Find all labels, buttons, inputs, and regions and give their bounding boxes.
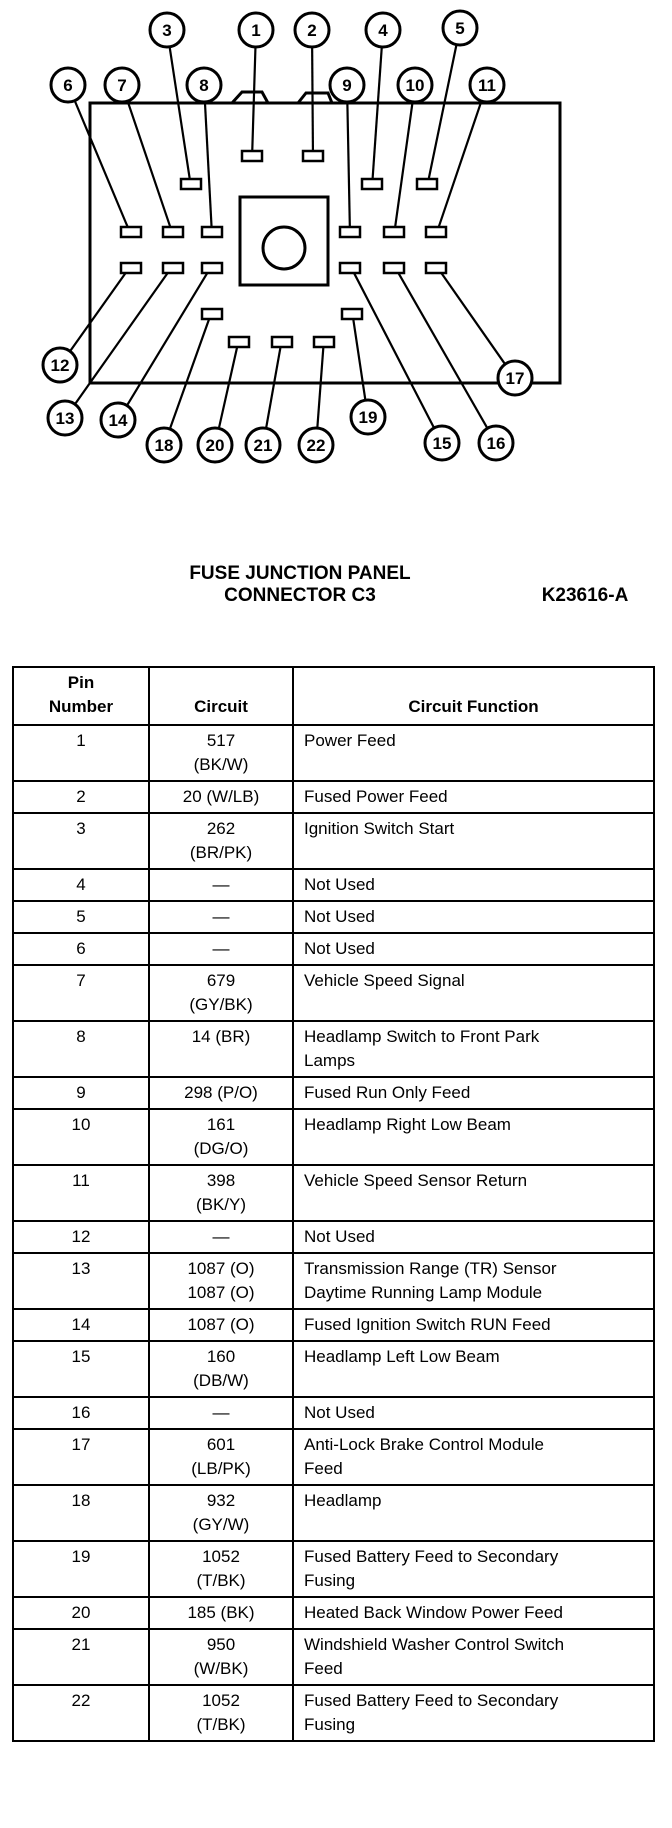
circuit-line: 20 (W/LB) [182,787,260,806]
terminal-slot-12 [121,263,141,273]
leader-line-11 [439,101,481,226]
table-row [13,1485,654,1541]
circuit-line: 14 (BR) [191,1027,251,1046]
circuit-line: 601 [206,1435,236,1454]
leader-line-22 [317,348,323,428]
circuit-line: (T/BK) [196,1571,246,1590]
diagram-title-line1: FUSE JUNCTION PANEL [189,563,411,584]
pin-callout-label-7: 7 [117,76,127,95]
circuit-cell [149,869,293,901]
circuit-line: 160 [206,1347,236,1366]
circuit-cell [149,901,293,933]
circuit-cell [149,1077,293,1109]
center-post-frame [240,197,328,285]
table-row [13,965,654,1021]
circuit-line: — [212,1403,230,1422]
pin-callout-label-8: 8 [199,76,209,95]
circuit-line: — [212,1227,230,1246]
pin-callout-label-1: 1 [251,21,261,40]
pin-callout-label-14: 14 [108,411,128,430]
leader-line-14 [127,273,207,405]
leader-line-4 [373,47,382,178]
figure-id: K23616-A [541,585,629,606]
terminal-slot-20 [229,337,249,347]
circuit-line: (LB/PK) [191,1459,251,1478]
center-post [263,227,305,269]
function-line: Vehicle Speed Signal [304,971,465,990]
circuit-cell [149,813,293,869]
pin-callout-label-16: 16 [486,434,506,453]
table-row [13,1629,654,1685]
circuit-line: 262 [206,819,236,838]
pin-callout-label-17: 17 [505,369,525,388]
table-row [13,1429,654,1485]
function-line: Feed [304,1659,343,1678]
function-line: Power Feed [304,731,396,750]
function-line: Not Used [304,875,375,894]
circuit-function-cell [293,1309,654,1341]
circuit-cell [149,1021,293,1077]
circuit-cell [149,933,293,965]
pin-number-cell: 21 [13,1629,149,1685]
terminal-slot-3 [181,179,201,189]
circuit-line: (BK/Y) [195,1195,247,1214]
pin-callout-label-21: 21 [253,436,273,455]
pin-number-cell: 15 [13,1341,149,1397]
function-line: Transmission Range (TR) Sensor [304,1259,557,1278]
terminal-slot-19 [342,309,362,319]
table-row [13,813,654,869]
leader-line-1 [252,47,255,150]
pin-callout-label-9: 9 [342,76,352,95]
circuit-line: (BK/W) [193,755,249,774]
leader-line-9 [347,102,349,226]
pin-number-cell: 17 [13,1429,149,1485]
leader-line-12 [70,273,126,351]
circuit-cell [149,1109,293,1165]
pin-number-cell: 13 [13,1253,149,1309]
function-line: Fused Ignition Switch RUN Feed [304,1315,551,1334]
table-row [13,1221,654,1253]
terminal-slot-14 [202,263,222,273]
table-header-row [13,667,654,725]
circuit-line: 298 (P/O) [184,1083,258,1102]
pin-number-cell: 7 [13,965,149,1021]
terminal-slot-21 [272,337,292,347]
circuit-line: 1052 [202,1547,240,1566]
terminal-slot-16 [384,263,404,273]
circuit-line: (T/BK) [196,1715,246,1734]
circuit-cell [149,1685,293,1741]
pin-number-cell: 14 [13,1309,149,1341]
terminal-slot-1 [242,151,262,161]
header-circuit-function: Circuit Function [293,667,654,725]
circuit-function-cell [293,1397,654,1429]
leader-line-17 [441,273,505,364]
circuit-cell [149,1165,293,1221]
circuit-line: 1087 (O) [187,1315,255,1334]
table-row [13,1597,654,1629]
circuit-function-cell [293,933,654,965]
circuit-line: 1052 [202,1691,240,1710]
circuit-function-cell [293,1685,654,1741]
circuit-cell [149,1597,293,1629]
circuit-cell [149,725,293,781]
circuit-line: 950 [206,1635,236,1654]
circuit-function-cell [293,1021,654,1077]
circuit-line: 398 [206,1171,236,1190]
pin-callout-label-12: 12 [50,356,70,375]
circuit-line: (W/BK) [193,1659,249,1678]
function-line: Lamps [304,1051,356,1070]
table-row [13,1165,654,1221]
leader-line-6 [75,101,128,227]
function-line: Not Used [304,1403,375,1422]
terminal-slot-15 [340,263,360,273]
function-line: Anti-Lock Brake Control Module [304,1435,545,1454]
leader-line-5 [429,45,457,178]
circuit-function-cell [293,1629,654,1685]
pin-table [12,666,655,1742]
circuit-function-cell [293,901,654,933]
leader-line-18 [170,320,209,429]
circuit-cell [149,1221,293,1253]
circuit-cell [149,1541,293,1597]
pin-callout-label-18: 18 [154,436,174,455]
pin-callout-label-5: 5 [455,19,465,38]
leader-line-2 [312,47,313,150]
leader-line-21 [266,348,280,428]
terminal-slot-5 [417,179,437,189]
circuit-line: 1087 (O) [187,1283,255,1302]
circuit-line: 517 [206,731,236,750]
function-line: Fusing [304,1715,356,1734]
function-line: Fused Run Only Feed [304,1083,471,1102]
circuit-function-cell [293,1341,654,1397]
function-line: Not Used [304,939,375,958]
table-row [13,725,654,781]
table-row [13,869,654,901]
circuit-function-cell [293,965,654,1021]
pin-number-cell: 4 [13,869,149,901]
table-row [13,1309,654,1341]
circuit-cell [149,1253,293,1309]
circuit-cell [149,965,293,1021]
connector-diagram [0,0,672,610]
pin-callout-label-4: 4 [378,21,388,40]
terminal-slot-2 [303,151,323,161]
pin-callout-label-2: 2 [307,21,317,40]
pin-callout-label-6: 6 [63,76,73,95]
function-line: Fused Power Feed [304,787,448,806]
leader-line-8 [205,102,212,226]
header-pin-number: Pin Number [13,667,149,725]
header-circuit: Circuit [149,667,293,725]
table-row [13,781,654,813]
circuit-function-cell [293,1541,654,1597]
pin-callout-label-20: 20 [205,436,225,455]
pin-number-cell: 16 [13,1397,149,1429]
pin-callout-label-10: 10 [405,76,425,95]
pin-number-cell: 5 [13,901,149,933]
leader-line-19 [353,320,365,400]
leader-line-10 [395,102,412,226]
circuit-cell [149,1341,293,1397]
circuit-cell [149,1485,293,1541]
circuit-function-cell [293,725,654,781]
pin-callout-label-15: 15 [432,434,452,453]
function-line: Ignition Switch Start [304,819,455,838]
table-row [13,933,654,965]
pin-number-cell: 1 [13,725,149,781]
leader-line-16 [399,273,488,428]
function-line: Daytime Running Lamp Module [304,1283,543,1302]
function-line: Headlamp Switch to Front Park [304,1027,540,1046]
pin-number-cell: 6 [13,933,149,965]
leader-line-20 [219,348,237,429]
terminal-slot-8 [202,227,222,237]
circuit-line: 185 (BK) [187,1603,255,1622]
function-line: Feed [304,1459,343,1478]
circuit-line: (BR/PK) [189,843,253,862]
function-line: Fused Battery Feed to Secondary [304,1547,559,1566]
circuit-line: 161 [206,1115,236,1134]
latch-bump-left [232,92,268,103]
function-line: Headlamp Left Low Beam [304,1347,500,1366]
circuit-function-cell [293,1221,654,1253]
circuit-function-cell [293,1165,654,1221]
circuit-cell [149,1429,293,1485]
circuit-line: 1087 (O) [187,1259,255,1278]
pin-callout-label-19: 19 [358,408,378,427]
circuit-cell [149,781,293,813]
pin-number-cell: 8 [13,1021,149,1077]
circuit-function-cell [293,1485,654,1541]
leader-line-3 [170,47,190,178]
circuit-line: — [212,875,230,894]
circuit-line: (DG/O) [193,1139,249,1158]
table-row [13,1341,654,1397]
table-row [13,1685,654,1741]
circuit-function-cell [293,1429,654,1485]
function-line: Vehicle Speed Sensor Return [304,1171,528,1190]
pin-number-cell: 18 [13,1485,149,1541]
table-row [13,1109,654,1165]
pin-number-cell: 20 [13,1597,149,1629]
circuit-function-cell [293,869,654,901]
table-row [13,1253,654,1309]
table-row [13,1021,654,1077]
pin-number-cell: 12 [13,1221,149,1253]
table-row [13,1541,654,1597]
pin-number-cell: 2 [13,781,149,813]
pin-number-cell: 11 [13,1165,149,1221]
terminal-slot-10 [384,227,404,237]
table-row [13,901,654,933]
function-line: Headlamp [304,1491,382,1510]
function-line: Not Used [304,907,375,926]
circuit-line: 932 [206,1491,236,1510]
circuit-line: — [212,907,230,926]
terminal-slot-22 [314,337,334,347]
circuit-line: (GY/W) [192,1515,250,1534]
function-line: Heated Back Window Power Feed [304,1603,563,1622]
circuit-function-cell [293,781,654,813]
pin-number-cell: 10 [13,1109,149,1165]
pin-callout-label-13: 13 [55,409,75,428]
circuit-function-cell [293,1109,654,1165]
terminal-slot-13 [163,263,183,273]
circuit-line: 679 [206,971,236,990]
pin-number-cell: 9 [13,1077,149,1109]
circuit-cell [149,1397,293,1429]
circuit-cell [149,1629,293,1685]
circuit-function-cell [293,813,654,869]
circuit-cell [149,1309,293,1341]
function-line: Not Used [304,1227,375,1246]
diagram-title-line2: CONNECTOR C3 [224,585,376,606]
pin-number-cell: 19 [13,1541,149,1597]
terminal-slot-4 [362,179,382,189]
function-line: Fusing [304,1571,356,1590]
terminal-slot-6 [121,227,141,237]
circuit-function-cell [293,1597,654,1629]
table-row [13,1397,654,1429]
pin-callout-label-22: 22 [306,436,326,455]
function-line: Headlamp Right Low Beam [304,1115,511,1134]
terminal-slot-7 [163,227,183,237]
terminal-slot-11 [426,227,446,237]
circuit-function-cell [293,1077,654,1109]
terminal-slot-18 [202,309,222,319]
leader-line-7 [128,101,170,226]
terminal-slot-17 [426,263,446,273]
pin-callout-label-11: 11 [478,76,496,95]
pin-number-cell: 3 [13,813,149,869]
function-line: Windshield Washer Control Switch [304,1635,565,1654]
pin-number-cell: 22 [13,1685,149,1741]
terminal-slot-9 [340,227,360,237]
pin-callout-label-3: 3 [162,21,172,40]
circuit-line: (DB/W) [193,1371,249,1390]
function-line: Fused Battery Feed to Secondary [304,1691,559,1710]
table-row [13,1077,654,1109]
circuit-line: — [212,939,230,958]
circuit-line: (GY/BK) [189,995,253,1014]
circuit-function-cell [293,1253,654,1309]
